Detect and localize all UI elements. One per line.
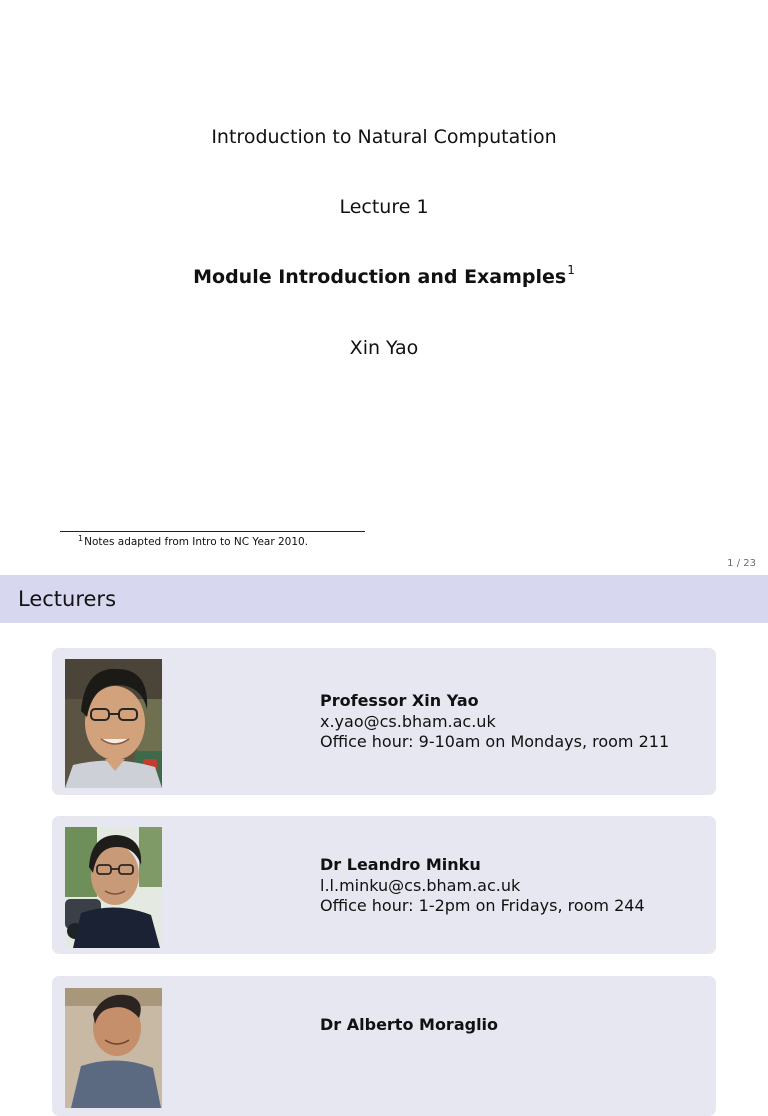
lecturer-info (320, 691, 669, 753)
frame-header (0, 575, 768, 623)
lecturer-name: Professor Xin Yao (320, 691, 479, 710)
lecturer-office-hour: Office hour: 1-2pm on Fridays, room 244 (320, 896, 645, 915)
lecturer-email: x.yao@cs.bham.ac.uk (320, 711, 496, 731)
module-title (0, 263, 768, 288)
footnote-marker: 1 (567, 263, 575, 277)
lecturer-name: Dr Alberto Moraglio (320, 1015, 499, 1034)
lecturer-photo (65, 988, 162, 1108)
course-title: Introduction to Natural Computation (211, 126, 557, 148)
lecturer-photo (65, 659, 162, 788)
lecturer-name: Dr Leandro Minku (320, 855, 481, 874)
lecturer-office-hour: Office hour: 9-10am on Mondays, room 211 (320, 732, 670, 751)
module-title-text: Module Introduction and Examples (193, 266, 567, 288)
lecturer-info (320, 855, 645, 917)
frame-title: Lecturers (18, 587, 117, 611)
lecturer-card (52, 648, 716, 795)
lecturer-email: l.l.minku@cs.bham.ac.uk (320, 875, 521, 895)
lecturer-info (320, 1015, 498, 1036)
author-name: Xin Yao (349, 337, 419, 359)
footnote-rule (60, 531, 365, 532)
page-number: 1 / 23 (727, 558, 756, 569)
lecturer-card (52, 976, 716, 1116)
lecturer-card (52, 816, 716, 954)
footnote-text: Notes adapted from Intro to NC Year 2010. (84, 536, 309, 548)
lecture-number: Lecture 1 (339, 196, 429, 218)
footnote (78, 536, 308, 548)
footnote-number: 1 (78, 534, 84, 543)
lecturer-photo (65, 827, 162, 948)
